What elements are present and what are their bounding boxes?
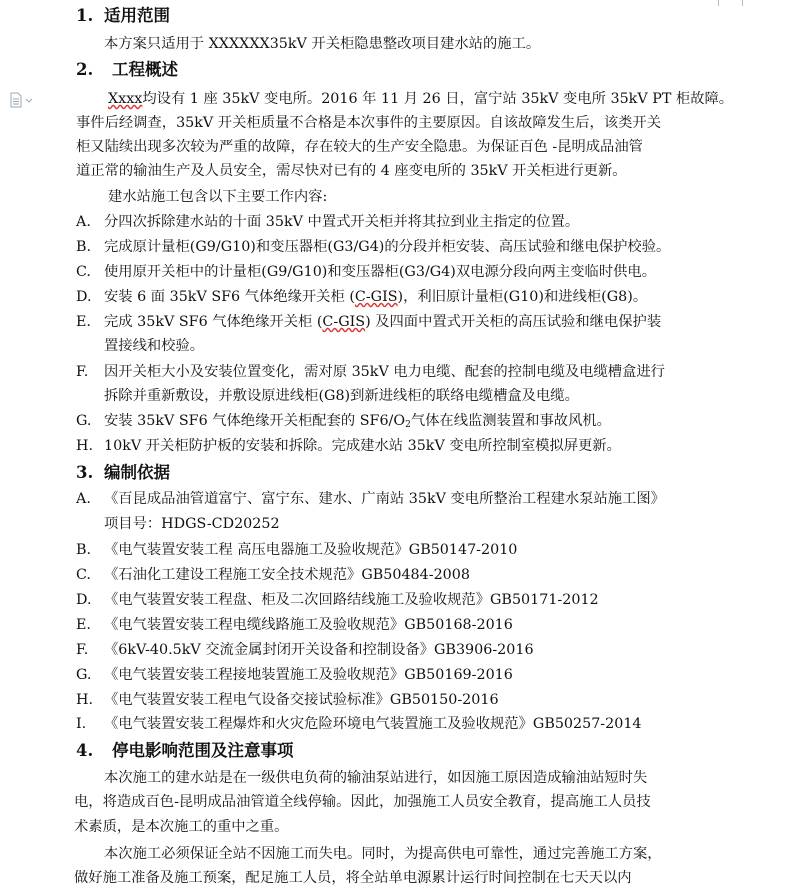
- work-item: G. 安装 35kV SF6 气体绝缘开关柜配套的 $SF6/O_2$气体在线监测装置和事故风机。: [76, 413, 611, 430]
- work-item: D. 安装 6 面 35kV SF6 气体绝缘开关柜 (C-GIS)，利旧原计量柜(G10)和进线柜(G8)。: [76, 289, 648, 305]
- section-1-heading: 1. 适用范围: [76, 6, 170, 25]
- spellcheck-word: Xxxx: [108, 91, 143, 107]
- overview-paragraph-line: 道正常的输油生产及人员安全，需尽快对已有的 4 座变电所的 35kV 开关柜进行更新。: [76, 163, 627, 179]
- section-4-paragraph-line: 本次施工必须保证全站不因施工而失电。同时，为提高供电可靠性，通过完善施工方案，: [104, 846, 662, 862]
- section-4-paragraph-line: 本次施工的建水站是在一级供电负荷的输油泵站进行，如因施工原因造成输油站短时失: [104, 770, 648, 786]
- overview-paragraph-line: 事件后经调查，35kV 开关柜质量不合格是本次事件的主要原因。自该故障发生后，该类开关: [76, 115, 662, 131]
- reference-item: A. 《百昆成品油管道富宁、富宁东、建水、广南站 35kV 变电所整治工程建水泵站施工图》: [76, 491, 665, 507]
- reference-item: E. 《电气装置安装工程电缆线路施工及验收规范》GB50168-2016: [76, 617, 513, 633]
- work-item: E. 完成 35kV SF6 气体绝缘开关柜 (C-GIS) 及四面中置式开关柜的高压试验和继电保护装: [76, 314, 662, 330]
- reference-item: D. 《电气装置安装工程盘、柜及二次回路结线施工及验收规范》GB50171-2012: [76, 592, 599, 608]
- reference-item: F. 《6kV-40.5kV 交流金属封闭开关设备和控制设备》GB3906-2016: [76, 642, 534, 658]
- reference-item-continuation: 项目号：HDGS-CD20252: [104, 516, 280, 532]
- work-item: A. 分四次拆除建水站的十面 35kV 中置式开关柜并将其拉到业主指定的位置。: [76, 214, 580, 230]
- reference-item: I. 《电气装置安装工程爆炸和火灾危险环境电气装置施工及验收规范》GB50257-2014: [76, 716, 642, 732]
- section-1-text: 本方案只适用于 XXXXXX35kV 开关柜隐患整改项目建水站的施工。: [104, 36, 541, 52]
- work-item: B. 完成原计量柜(G9/G10)和变压器柜(G3/G4)的分段并柜安装、高压试验和继电保护校验。: [76, 239, 671, 255]
- page-margin-marks: [718, 0, 744, 6]
- section-2-heading: 2. 工程概述: [76, 60, 178, 79]
- work-content-intro: 建水站施工包含以下主要工作内容:: [108, 189, 328, 205]
- section-4-paragraph-line: 术素质，是本次施工的重中之重。: [74, 819, 289, 835]
- reference-item: G. 《电气装置安装工程接地装置施工及验收规范》GB50169-2016: [76, 667, 513, 683]
- overview-paragraph-line: 柜又陆续出现多次较为严重的故障，存在较大的生产安全隐患。为保证百色 -昆明成品油管: [76, 139, 643, 155]
- section-4-paragraph-line: 电，将造成百色-昆明成品油管道全线停输。因此，加强施工人员安全教育，提高施工人员技: [74, 794, 651, 810]
- reference-item: B. 《电气装置安装工程 高压电器施工及验收规范》GB50147-2010: [76, 542, 518, 558]
- work-item-continuation: 置接线和校验。: [104, 338, 205, 354]
- reference-item: C. 《石油化工建设工程施工安全技术规范》GB50484-2008: [76, 567, 470, 583]
- document-outline-icon[interactable]: [10, 92, 36, 108]
- reference-item: H. 《电气装置安装工程电气设备交接试验标准》GB50150-2016: [76, 692, 499, 708]
- section-4-heading: 4. 停电影响范围及注意事项: [76, 741, 294, 760]
- work-item: H. 10kV 开关柜防护板的安装和拆除。完成建水站 35kV 变电所控制室模拟屏更新。: [76, 438, 621, 454]
- work-item: C. 使用原开关柜中的计量柜(G9/G10)和变压器柜(G3/G4)双电源分段向两主变临时供电。: [76, 264, 657, 280]
- section-3-heading: 3. 编制依据: [76, 463, 170, 482]
- work-item-continuation: 拆除并重新敷设，并敷设原进线柜(G8)到新进线柜的联络电缆槽盒及电缆。: [104, 388, 579, 404]
- overview-paragraph-line: Xxxx均设有 1 座 35kV 变电所。2016 年 11 月 26 日，富宁站 35kV 变电所 35kV PT 柜故障。: [108, 91, 734, 107]
- section-4-paragraph-line: 做好施工准备及施工预案，配足施工人员，将全站单电源累计运行时间控制在七天天以内: [74, 870, 632, 886]
- work-item: F. 因开关柜大小及安装位置变化，需对原 35kV 电力电缆、配套的控制电缆及电缆槽盒进行: [76, 364, 665, 380]
